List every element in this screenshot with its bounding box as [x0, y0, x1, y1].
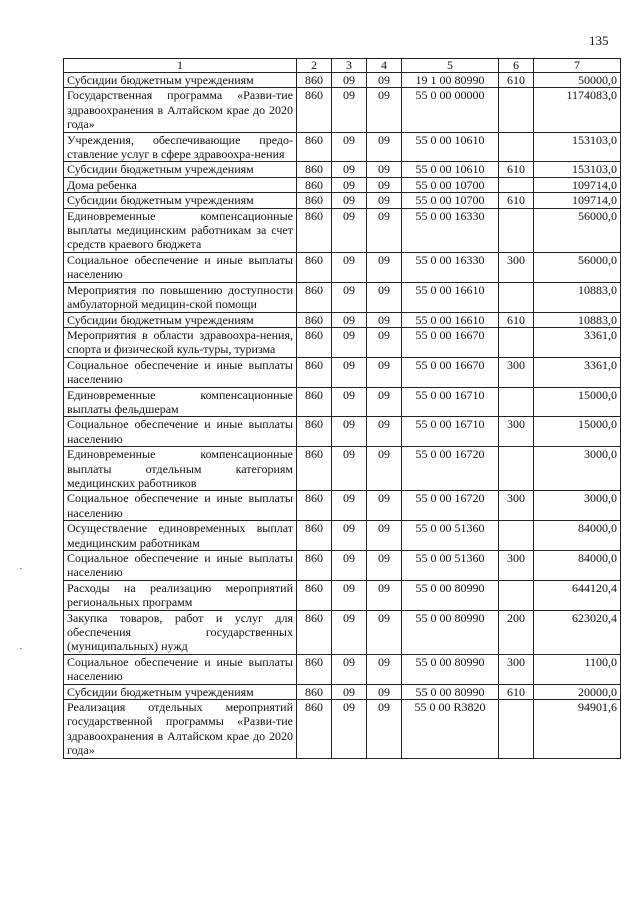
section-code-cell: 09 [332, 551, 367, 581]
ministry-code-cell: 860 [297, 193, 332, 208]
sum-cell: 10883,0 [534, 282, 621, 312]
section-code-cell: 09 [332, 177, 367, 192]
expense-type-cell [499, 387, 534, 417]
budget-table [63, 58, 621, 759]
sum-cell: 84000,0 [534, 551, 621, 581]
expense-type-cell: 300 [499, 357, 534, 387]
sum-cell: 644120,4 [534, 580, 621, 610]
sum-cell: 56000,0 [534, 208, 621, 252]
section-code-cell: 09 [332, 88, 367, 132]
row-name-cell: Реализация отдельных мероприятий государственной программы «Разви-тие здравоохранения в Алтайском крае до 2020 года» [64, 700, 297, 759]
table-row [64, 132, 621, 162]
ministry-code-cell: 860 [297, 387, 332, 417]
ministry-code-cell: 860 [297, 132, 332, 162]
column-header: 6 [499, 59, 534, 73]
table-row [64, 193, 621, 208]
subsection-code-cell: 09 [367, 610, 402, 654]
sum-cell: 15000,0 [534, 417, 621, 447]
sum-cell: 1100,0 [534, 654, 621, 684]
table-row [64, 417, 621, 447]
expense-type-cell [499, 521, 534, 551]
row-name-cell: Социальное обеспечение и иные выплаты населению [64, 252, 297, 282]
page-number: 135 [589, 33, 609, 48]
ministry-code-cell: 860 [297, 208, 332, 252]
target-article-cell: 55 0 00 16710 [402, 387, 499, 417]
expense-type-cell: 610 [499, 193, 534, 208]
row-name-cell: Единовременные компенсационные выплаты медицинским работникам за счет средств краевого бюджета [64, 208, 297, 252]
row-name-cell: Осуществление единовременных выплат медицинским работникам [64, 521, 297, 551]
expense-type-cell: 200 [499, 610, 534, 654]
expense-type-cell: 300 [499, 654, 534, 684]
expense-type-cell [499, 282, 534, 312]
subsection-code-cell: 09 [367, 357, 402, 387]
sum-cell: 1174083,0 [534, 88, 621, 132]
sum-cell: 94901,6 [534, 700, 621, 759]
ministry-code-cell: 860 [297, 177, 332, 192]
expense-type-cell: 610 [499, 312, 534, 327]
section-code-cell: 09 [332, 252, 367, 282]
section-code-cell: 09 [332, 327, 367, 357]
sum-cell: 50000,0 [534, 73, 621, 88]
row-name-cell: Субсидии бюджетным учреждениям [64, 73, 297, 88]
subsection-code-cell: 09 [367, 252, 402, 282]
section-code-cell: 09 [332, 208, 367, 252]
table-row [64, 73, 621, 88]
ministry-code-cell: 860 [297, 580, 332, 610]
table-row [64, 447, 621, 491]
sum-cell: 623020,4 [534, 610, 621, 654]
section-code-cell: 09 [332, 700, 367, 759]
sum-cell: 153103,0 [534, 132, 621, 162]
ministry-code-cell: 860 [297, 521, 332, 551]
column-header: 1 [64, 59, 297, 73]
expense-type-cell: 300 [499, 551, 534, 581]
section-code-cell: 09 [332, 132, 367, 162]
row-name-cell: Расходы на реализацию мероприятий региональных программ [64, 580, 297, 610]
subsection-code-cell: 09 [367, 387, 402, 417]
section-code-cell: 09 [332, 357, 367, 387]
subsection-code-cell: 09 [367, 162, 402, 177]
section-code-cell: 09 [332, 73, 367, 88]
expense-type-cell: 610 [499, 162, 534, 177]
table-row [64, 387, 621, 417]
ministry-code-cell: 860 [297, 312, 332, 327]
table-row [64, 282, 621, 312]
ministry-code-cell: 860 [297, 700, 332, 759]
target-article-cell: 55 0 00 80990 [402, 580, 499, 610]
section-code-cell: 09 [332, 387, 367, 417]
expense-type-cell: 300 [499, 252, 534, 282]
column-header: 5 [402, 59, 499, 73]
section-code-cell: 09 [332, 684, 367, 699]
ministry-code-cell: 860 [297, 73, 332, 88]
table-row [64, 177, 621, 192]
row-name-cell: Субсидии бюджетным учреждениям [64, 162, 297, 177]
target-article-cell: 55 0 00 16720 [402, 491, 499, 521]
expense-type-cell [499, 88, 534, 132]
table-row [64, 551, 621, 581]
section-code-cell: 09 [332, 610, 367, 654]
subsection-code-cell: 09 [367, 88, 402, 132]
target-article-cell: 55 0 00 R3820 [402, 700, 499, 759]
ministry-code-cell: 860 [297, 684, 332, 699]
expense-type-cell [499, 177, 534, 192]
ministry-code-cell: 860 [297, 417, 332, 447]
section-code-cell: 09 [332, 447, 367, 491]
table-row [64, 312, 621, 327]
target-article-cell: 55 0 00 16610 [402, 282, 499, 312]
subsection-code-cell: 09 [367, 73, 402, 88]
section-code-cell: 09 [332, 654, 367, 684]
ministry-code-cell: 860 [297, 282, 332, 312]
target-article-cell: 55 0 00 10700 [402, 177, 499, 192]
expense-type-cell [499, 580, 534, 610]
subsection-code-cell: 09 [367, 312, 402, 327]
target-article-cell: 55 0 00 00000 [402, 88, 499, 132]
row-name-cell: Дома ребенка [64, 177, 297, 192]
row-name-cell: Мероприятия в области здравоохра-нения, спорта и физической куль-туры, туризма [64, 327, 297, 357]
target-article-cell: 19 1 00 80990 [402, 73, 499, 88]
section-code-cell: 09 [332, 521, 367, 551]
row-name-cell: Единовременные компенсационные выплаты отдельным категориям медицинских работников [64, 447, 297, 491]
subsection-code-cell: 09 [367, 551, 402, 581]
ministry-code-cell: 860 [297, 491, 332, 521]
row-name-cell: Закупка товаров, работ и услуг для обеспечения государственных (муниципальных) нужд [64, 610, 297, 654]
column-header: 2 [297, 59, 332, 73]
table-row [64, 162, 621, 177]
sum-cell: 3000,0 [534, 447, 621, 491]
subsection-code-cell: 09 [367, 447, 402, 491]
target-article-cell: 55 0 00 16610 [402, 312, 499, 327]
target-article-cell: 55 0 00 80990 [402, 654, 499, 684]
target-article-cell: 55 0 00 16330 [402, 252, 499, 282]
subsection-code-cell: 09 [367, 208, 402, 252]
ministry-code-cell: 860 [297, 654, 332, 684]
expense-type-cell: 610 [499, 684, 534, 699]
target-article-cell: 55 0 00 16330 [402, 208, 499, 252]
row-name-cell: Субсидии бюджетным учреждениям [64, 684, 297, 699]
table-row [64, 252, 621, 282]
target-article-cell: 55 0 00 80990 [402, 684, 499, 699]
subsection-code-cell: 09 [367, 521, 402, 551]
row-name-cell: Субсидии бюджетным учреждениям [64, 193, 297, 208]
table-row [64, 208, 621, 252]
row-name-cell: Социальное обеспечение и иные выплаты населению [64, 417, 297, 447]
target-article-cell: 55 0 00 16720 [402, 447, 499, 491]
row-name-cell: Социальное обеспечение и иные выплаты населению [64, 551, 297, 581]
row-name-cell: Субсидии бюджетным учреждениям [64, 312, 297, 327]
scan-mark [20, 648, 22, 649]
section-code-cell: 09 [332, 580, 367, 610]
table-row [64, 327, 621, 357]
subsection-code-cell: 09 [367, 491, 402, 521]
sum-cell: 56000,0 [534, 252, 621, 282]
sum-cell: 153103,0 [534, 162, 621, 177]
subsection-code-cell: 09 [367, 193, 402, 208]
target-article-cell: 55 0 00 16710 [402, 417, 499, 447]
target-article-cell: 55 0 00 10610 [402, 162, 499, 177]
table-header-row [64, 59, 621, 73]
sum-cell: 84000,0 [534, 521, 621, 551]
row-name-cell: Социальное обеспечение и иные выплаты населению [64, 491, 297, 521]
subsection-code-cell: 09 [367, 580, 402, 610]
row-name-cell: Единовременные компенсационные выплаты фельдшерам [64, 387, 297, 417]
row-name-cell: Социальное обеспечение и иные выплаты населению [64, 654, 297, 684]
subsection-code-cell: 09 [367, 700, 402, 759]
section-code-cell: 09 [332, 491, 367, 521]
table-row [64, 684, 621, 699]
table-row [64, 700, 621, 759]
column-header: 4 [367, 59, 402, 73]
row-name-cell: Государственная программа «Разви-тие здравоохранения в Алтайском крае до 2020 года» [64, 88, 297, 132]
target-article-cell: 55 0 00 10610 [402, 132, 499, 162]
target-article-cell: 55 0 00 80990 [402, 610, 499, 654]
subsection-code-cell: 09 [367, 684, 402, 699]
ministry-code-cell: 860 [297, 327, 332, 357]
target-article-cell: 55 0 00 16670 [402, 357, 499, 387]
sum-cell: 109714,0 [534, 177, 621, 192]
subsection-code-cell: 09 [367, 417, 402, 447]
subsection-code-cell: 09 [367, 132, 402, 162]
table-row [64, 491, 621, 521]
sum-cell: 3000,0 [534, 491, 621, 521]
expense-type-cell: 300 [499, 417, 534, 447]
section-code-cell: 09 [332, 282, 367, 312]
table-row [64, 610, 621, 654]
sum-cell: 10883,0 [534, 312, 621, 327]
sum-cell: 20000,0 [534, 684, 621, 699]
subsection-code-cell: 09 [367, 177, 402, 192]
table-row [64, 580, 621, 610]
target-article-cell: 55 0 00 16670 [402, 327, 499, 357]
ministry-code-cell: 860 [297, 610, 332, 654]
sum-cell: 109714,0 [534, 193, 621, 208]
expense-type-cell [499, 208, 534, 252]
section-code-cell: 09 [332, 193, 367, 208]
ministry-code-cell: 860 [297, 162, 332, 177]
table-row [64, 654, 621, 684]
row-name-cell: Социальное обеспечение и иные выплаты населению [64, 357, 297, 387]
table-row [64, 521, 621, 551]
sum-cell: 3361,0 [534, 357, 621, 387]
expense-type-cell [499, 327, 534, 357]
table-row [64, 357, 621, 387]
expense-type-cell [499, 447, 534, 491]
ministry-code-cell: 860 [297, 252, 332, 282]
section-code-cell: 09 [332, 312, 367, 327]
expense-type-cell [499, 700, 534, 759]
subsection-code-cell: 09 [367, 327, 402, 357]
scan-mark [20, 568, 22, 569]
target-article-cell: 55 0 00 51360 [402, 551, 499, 581]
target-article-cell: 55 0 00 10700 [402, 193, 499, 208]
row-name-cell: Учреждения, обеспечивающие предо-ставление услуг в сфере здравоохра-нения [64, 132, 297, 162]
column-header: 3 [332, 59, 367, 73]
sum-cell: 3361,0 [534, 327, 621, 357]
subsection-code-cell: 09 [367, 654, 402, 684]
table-row [64, 88, 621, 132]
column-header: 7 [534, 59, 621, 73]
expense-type-cell: 610 [499, 73, 534, 88]
section-code-cell: 09 [332, 417, 367, 447]
ministry-code-cell: 860 [297, 357, 332, 387]
row-name-cell: Мероприятия по повышению доступности амбулаторной медицин-ской помощи [64, 282, 297, 312]
section-code-cell: 09 [332, 162, 367, 177]
expense-type-cell: 300 [499, 491, 534, 521]
target-article-cell: 55 0 00 51360 [402, 521, 499, 551]
sum-cell: 15000,0 [534, 387, 621, 417]
ministry-code-cell: 860 [297, 551, 332, 581]
ministry-code-cell: 860 [297, 447, 332, 491]
ministry-code-cell: 860 [297, 88, 332, 132]
expense-type-cell [499, 132, 534, 162]
subsection-code-cell: 09 [367, 282, 402, 312]
